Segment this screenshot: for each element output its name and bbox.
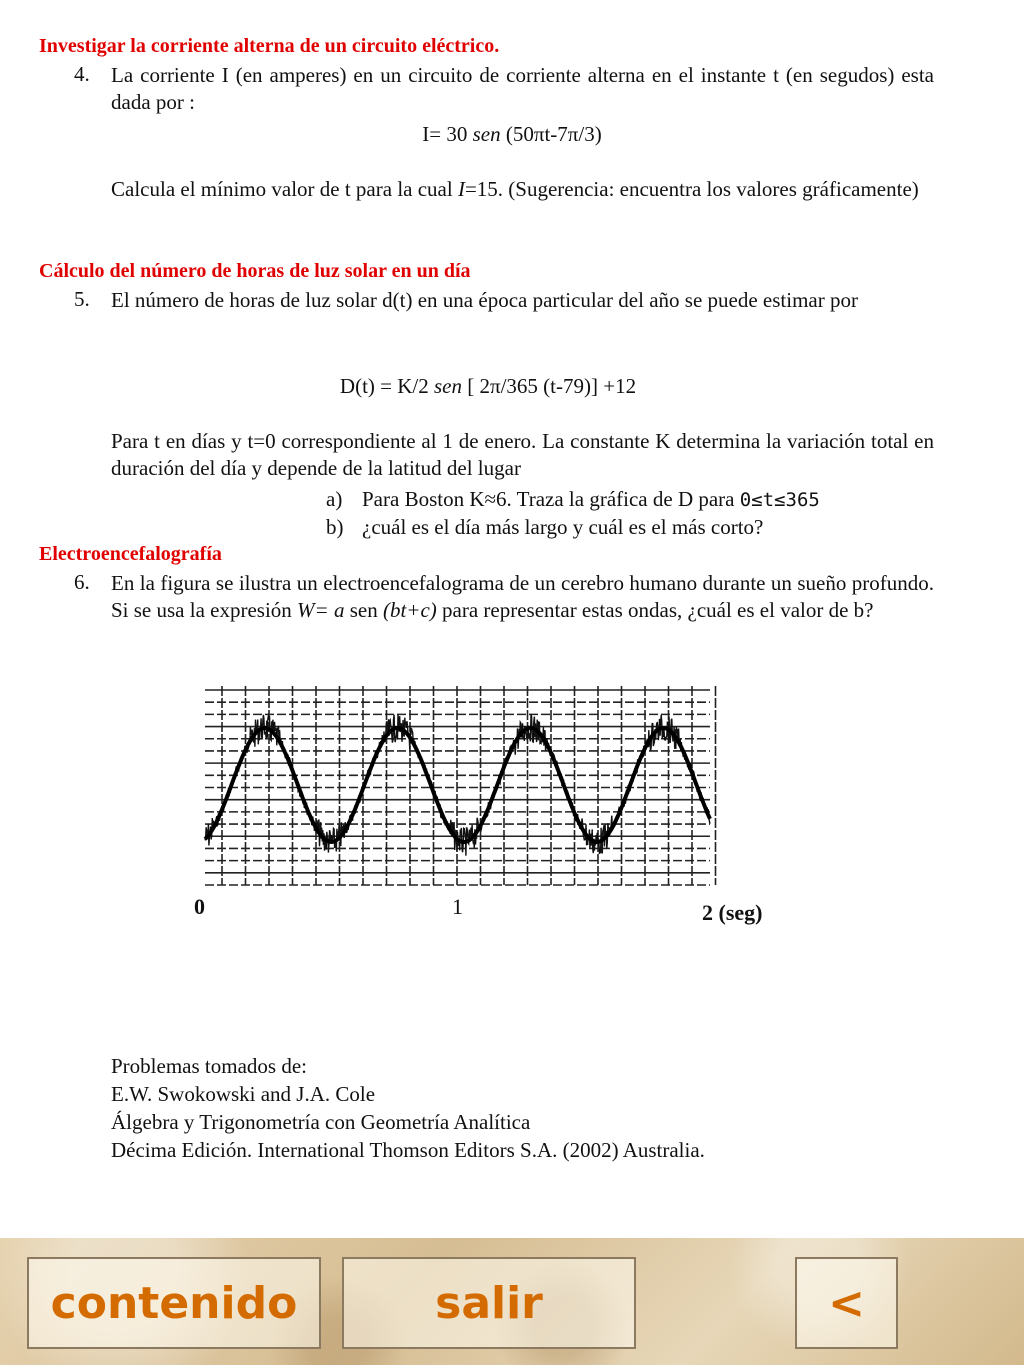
sources-edition: Décima Edición. International Thomson Editors S.A. (2002) Australia.: [111, 1138, 705, 1162]
item-b-text: ¿cuál es el día más largo y cuál es el más corto?: [362, 515, 764, 539]
eeg-axis-label-0: 0: [194, 894, 205, 919]
sources-intro: Problemas tomados de:: [111, 1054, 307, 1078]
heading-eeg: Electroencefalografía: [39, 543, 222, 565]
contenido-button[interactable]: contenido: [27, 1257, 321, 1349]
heading-alternating-current: Investigar la corriente alterna de un circuito eléctrico.: [39, 35, 500, 57]
item-b-label: b): [326, 515, 344, 539]
eeg-waveform-graph: [190, 680, 790, 895]
problem-number-4: 4.: [74, 62, 90, 86]
problem-6-statement: En la figura se ilustra un electroencefalograma de un cerebro humano durante un sueño profundo. Si se usa la expresión W= a sen (bt+c) para representar estas ondas, ¿cuál es el valor de b?: [111, 571, 934, 622]
sources-authors: E.W. Swokowski and J.A. Cole: [111, 1082, 376, 1106]
salir-button[interactable]: salir: [342, 1257, 636, 1349]
item-a-text: Para Boston K≈6. Traza la gráfica de D para 0≤t≤365: [362, 487, 820, 511]
problem-5-statement: El número de horas de luz solar d(t) en una época particular del año se puede estimar por: [111, 288, 858, 312]
problem-4-statement: La corriente I (en amperes) en un circuito de corriente alterna en el instante t (en segudos) esta dada por :: [111, 63, 934, 114]
problem-4-question: Calcula el mínimo valor de t para la cual I=15. (Sugerencia: encuentra los valores gráficamente): [111, 177, 919, 201]
back-button[interactable]: <: [795, 1257, 898, 1349]
item-a-label: a): [326, 487, 343, 511]
heading-daylight-hours: Cálculo del número de horas de luz solar en un día: [39, 260, 471, 282]
problem-number-5: 5.: [74, 287, 90, 311]
eeg-axis-label-1: 1: [452, 894, 463, 919]
sources-book-title: Álgebra y Trigonometría con Geometría Analítica: [111, 1110, 531, 1134]
eeg-axis-label-2: 2 (seg): [702, 900, 763, 925]
problem-number-6: 6.: [74, 570, 90, 594]
current-equation: I= 30 sen (50πt-7π/3): [422, 122, 602, 146]
daylight-equation: D(t) = K/2 sen [ 2π/365 (t-79)] +12: [339, 374, 637, 398]
bottom-navigation: [0, 1238, 1024, 1365]
eeg-grid: [205, 686, 716, 885]
eeg-figure: [190, 680, 790, 930]
problem-5-description: Para t en días y t=0 correspondiente al 1 de enero. La constante K determina la variación total en duración del día y depende de la latitud del lugar: [111, 429, 934, 480]
sources-block: [111, 1052, 705, 1164]
